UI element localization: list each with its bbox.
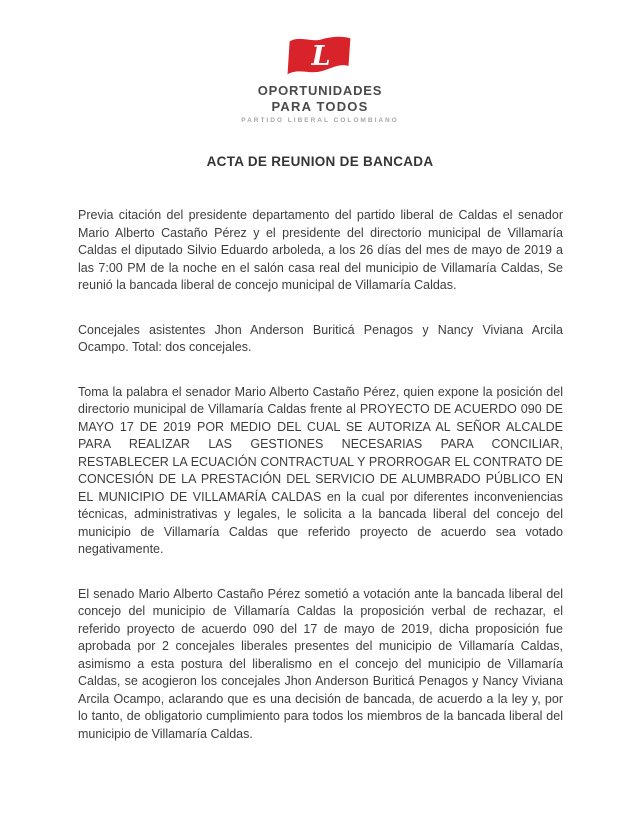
- paragraph-citacion: Previa citación del presidente departamento del partido liberal de Caldas el senador Mario Alberto Castaño Pérez y el presidente del directorio municipal de Villamaría Caldas el diputado Silvio Eduardo arboleda, a los 26 días del mes de mayo de 2019 a las 7:00 PM de la noche en el salón casa real del municipio de Villamaría Caldas, Se reunió la bancada liberal de concejo municipal de Villamaría Caldas.: [78, 208, 563, 292]
- party-logo: [0, 0, 640, 124]
- logo-text-partido-liberal: PARTIDO LIBERAL COLOMBIANO: [241, 117, 399, 124]
- paragraph-toma-la-palabra: Toma la palabra el senador Mario Alberto Castaño Pérez, quien expone la posición del directorio municipal de Villamaría Caldas frente al PROYECTO DE ACUERDO 090 DE MAYO 17 DE 2019 POR MEDIO DEL CUAL SE AUTORIZA AL SEÑOR ALCALDE PARA REALIZAR LAS GESTIONES NECESARIAS PARA CONCILIAR, RESTABLECER LA ECUACIÓN CONTRACTUAL Y PRORROGAR EL CONTRATO DE CONCESIÓN DE LA PRESTACIÓN DEL SERVICIO DE ALUMBRADO PÚBLICO EN EL MUNICIPIO DE VILLAMARÍA CALDAS en la cual por diferentes inconveniencias técnicas, administrativas y legales, le solicita a la bancada liberal del concejo del municipio de Villamaría Caldas que referido proyecto de acuerdo sea votado negativamente.: [78, 384, 563, 556]
- paragraph-votacion: El senado Mario Alberto Castaño Pérez sometió a votación ante la bancada liberal del concejo del municipio de Villamaría Caldas la proposición verbal de rechazar, el referido proyecto de acuerdo 090 del 17 de mayo de 2019, dicha proposición fue aprobada por 2 concejales liberales presentes del municipio de Villamaría Caldas, asimismo a esta postura del liberalismo en el concejo del municipio de Villamaría Caldas, se acogieron los concejales Jhon Anderson Buriticá Penagos y Nancy Viviana Arcila Ocampo, aclarando que es una decisión de bancada, de acuerdo a la ley y, por lo tanto, de obligatorio cumplimiento para todos los miembros de la bancada liberal del municipio de Villamaría Caldas.: [78, 586, 563, 741]
- logo-text-oportunidades: OPORTUNIDADES: [257, 83, 383, 98]
- liberal-party-flag-icon: [0, 34, 640, 78]
- flag-letter: L: [311, 39, 331, 72]
- document-body: [0, 207, 640, 743]
- logo-text-para-todos: PARA TODOS: [271, 99, 369, 114]
- page-title: ACTA DE REUNION DE BANCADA: [206, 154, 434, 169]
- paragraph-concejales-asistentes: Concejales asistentes Jhon Anderson Buriticá Penagos y Nancy Viviana Arcila Ocampo. Total: dos concejales.: [78, 322, 563, 354]
